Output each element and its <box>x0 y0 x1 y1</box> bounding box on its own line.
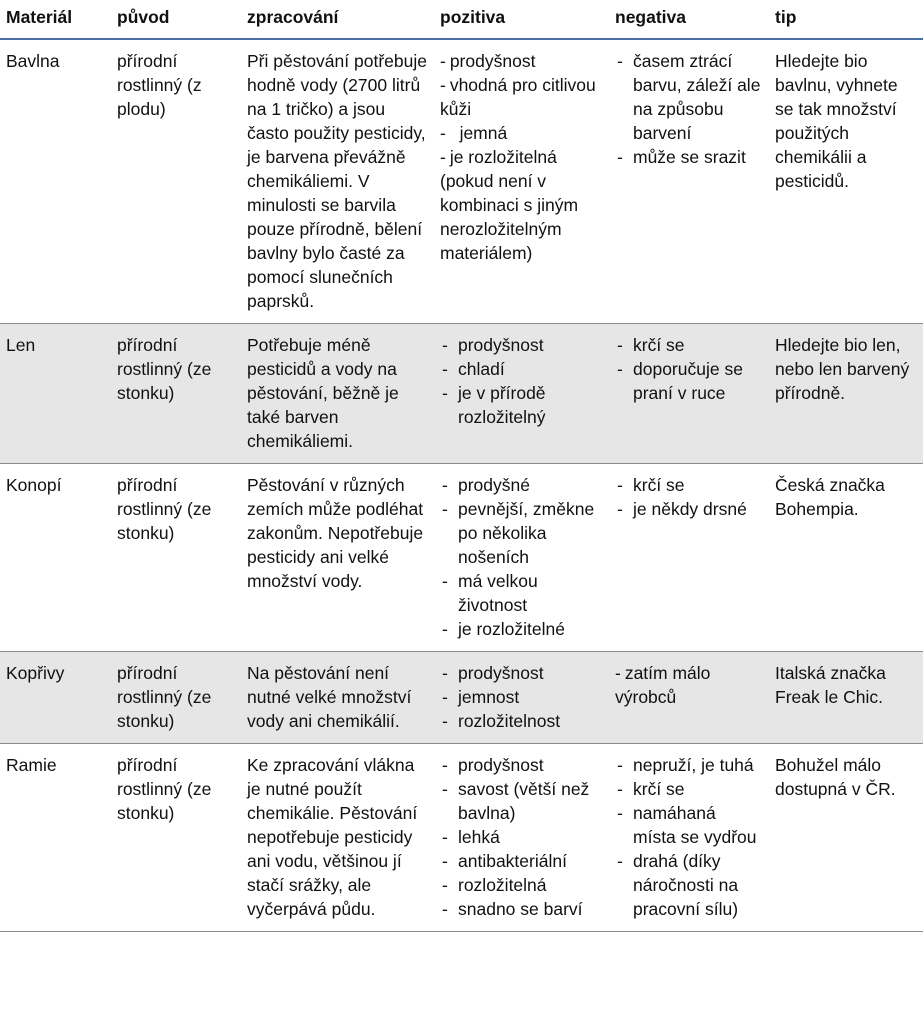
list-item: - krčí se <box>617 475 685 495</box>
list-item: - jemná <box>440 123 508 143</box>
pozitiva-list <box>440 661 603 733</box>
cell-tip: Česká značka Bohempia. <box>769 464 923 652</box>
list-item: - má velkou životnost <box>442 571 538 615</box>
cell-pozitiva <box>434 744 609 932</box>
cell-puvod: přírodní rostlinný (ze stonku) <box>111 464 241 652</box>
cell-material: Bavlna <box>0 39 111 324</box>
list-item: - chladí <box>442 359 505 379</box>
cell-pozitiva <box>434 464 609 652</box>
cell-puvod: přírodní rostlinný (ze stonku) <box>111 744 241 932</box>
cell-tip: Hledejte bio len, nebo len barvený přírodně. <box>769 324 923 464</box>
cell-pozitiva <box>434 652 609 744</box>
cell-negativa <box>609 464 769 652</box>
cell-puvod: přírodní rostlinný (z plodu) <box>111 39 241 324</box>
cell-material: Kopřivy <box>0 652 111 744</box>
pozitiva-list <box>440 753 603 921</box>
cell-puvod: přírodní rostlinný (ze stonku) <box>111 324 241 464</box>
list-item: - prodyšnost <box>442 335 544 355</box>
cell-zpracovani: Na pěstování není nutné velké množství vody ani chemikálií. <box>241 652 434 744</box>
list-item: - jemnost <box>442 687 520 707</box>
list-item: - krčí se <box>617 779 685 799</box>
list-item: - časem ztrácí barvu, záleží ale na způsobu barvení <box>617 51 761 143</box>
table-row <box>0 652 923 744</box>
header-material: Materiál <box>0 0 111 39</box>
list-item: - prodyšnost <box>442 663 544 683</box>
cell-zpracovani: Při pěstování potřebuje hodně vody (2700 litrů na 1 tričko) a jsou často použity pesticidy, je barvena převážně chemikáliemi. V minulosti se barvila pouze přírodně, bělení bavlny bylo časté za pomocí slunečních paprsků. <box>241 39 434 324</box>
cell-tip: Bohužel málo dostupná v ČR. <box>769 744 923 932</box>
cell-negativa <box>609 39 769 324</box>
pozitiva-list <box>440 333 603 429</box>
cell-puvod: přírodní rostlinný (ze stonku) <box>111 652 241 744</box>
table-header-row <box>0 0 923 39</box>
negativa-list <box>615 661 763 709</box>
header-pozitiva: pozitiva <box>434 0 609 39</box>
list-item: - namáhaná místa se vydřou <box>617 803 757 847</box>
list-item: - krčí se <box>617 335 685 355</box>
cell-material: Ramie <box>0 744 111 932</box>
list-item: - pevnější, změkne po několika nošeních <box>442 499 595 567</box>
list-item: - je rozložitelná (pokud není v kombinaci s jiným nerozložitelným materiálem) <box>440 147 579 263</box>
pozitiva-list <box>440 49 603 265</box>
list-item: - je v přírodě rozložitelný <box>442 383 546 427</box>
list-item: - zatím málo výrobců <box>615 663 711 707</box>
table-row <box>0 464 923 652</box>
pozitiva-list <box>440 473 603 641</box>
list-item: - nepruží, je tuhá <box>617 755 754 775</box>
list-item: - antibakteriální <box>442 851 567 871</box>
list-item: - je někdy drsné <box>617 499 747 519</box>
negativa-list <box>615 333 763 405</box>
cell-zpracovani: Potřebuje méně pesticidů a vody na pěstování, běžně je také barven chemikáliemi. <box>241 324 434 464</box>
list-item: - rozložitelná <box>442 875 547 895</box>
list-item: - savost (větší než bavlna) <box>442 779 590 823</box>
list-item: - doporučuje se praní v ruce <box>617 359 743 403</box>
cell-pozitiva <box>434 39 609 324</box>
table-row <box>0 744 923 932</box>
cell-negativa <box>609 652 769 744</box>
list-item: - snadno se barví <box>442 899 583 919</box>
list-item: - rozložitelnost <box>442 711 561 731</box>
header-puvod: původ <box>111 0 241 39</box>
list-item: - prodyšnost <box>440 51 536 71</box>
list-item: - je rozložitelné <box>442 619 565 639</box>
header-zpracovani: zpracování <box>241 0 434 39</box>
cell-tip: Italská značka Freak le Chic. <box>769 652 923 744</box>
table-row <box>0 39 923 324</box>
negativa-list <box>615 49 763 169</box>
cell-pozitiva <box>434 324 609 464</box>
negativa-list <box>615 753 763 921</box>
list-item: - prodyšné <box>442 475 530 495</box>
cell-negativa <box>609 324 769 464</box>
list-item: - vhodná pro citlivou kůži <box>440 75 596 119</box>
table-row <box>0 324 923 464</box>
header-negativa: negativa <box>609 0 769 39</box>
cell-tip: Hledejte bio bavlnu, vyhnete se tak množství použitých chemikálii a pesticidů. <box>769 39 923 324</box>
cell-negativa <box>609 744 769 932</box>
cell-zpracovani: Ke zpracování vlákna je nutné použít chemikálie. Pěstování nepotřebuje pesticidy ani vodu, většinou jí stačí srážky, ale vyčerpává půdu. <box>241 744 434 932</box>
list-item: - může se srazit <box>617 147 746 167</box>
header-tip: tip <box>769 0 923 39</box>
list-item: - lehká <box>442 827 500 847</box>
cell-zpracovani: Pěstování v různých zemích může podléhat zakonům. Nepotřebuje pesticidy ani velké množství vody. <box>241 464 434 652</box>
list-item: - drahá (díky náročnosti na pracovní sílu) <box>617 851 739 919</box>
negativa-list <box>615 473 763 521</box>
cell-material: Konopí <box>0 464 111 652</box>
list-item: - prodyšnost <box>442 755 544 775</box>
cell-material: Len <box>0 324 111 464</box>
